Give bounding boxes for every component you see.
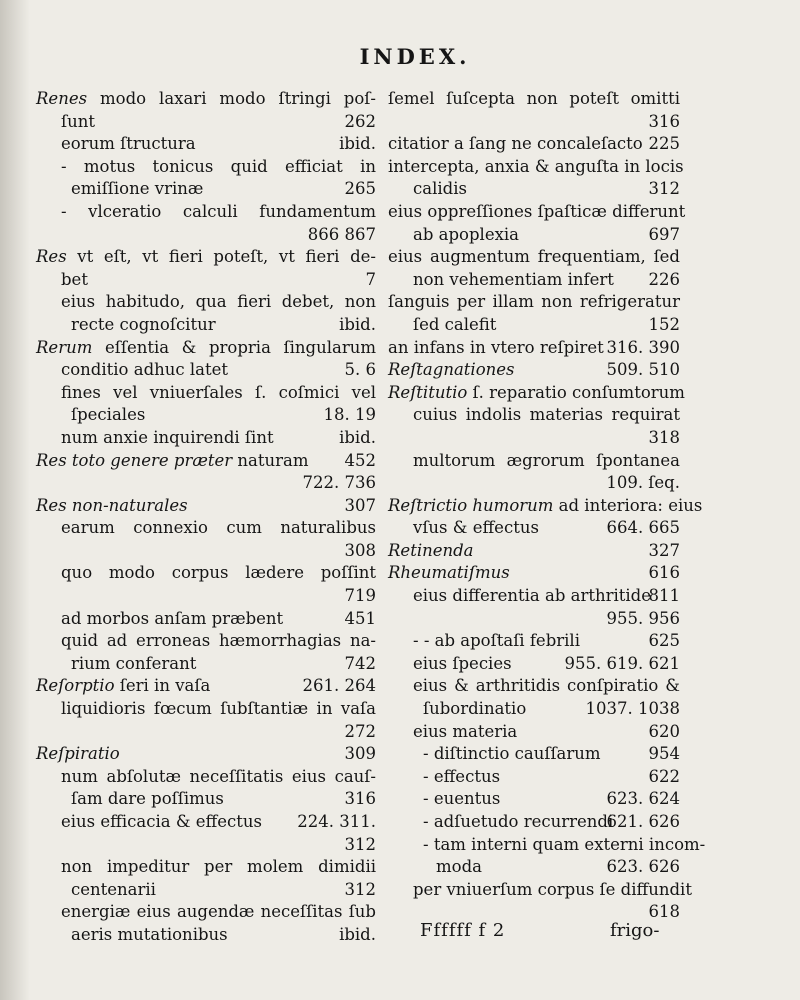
- entry-page-ref: 954: [648, 744, 680, 764]
- entry-text: ſunt: [61, 111, 95, 131]
- entry-page-ref: 224. 311.: [297, 812, 376, 831]
- entry-text: Reſtrictio humorum ad interiora: eius: [388, 495, 703, 515]
- index-column-left: [36, 88, 376, 947]
- index-entry: [36, 766, 376, 789]
- index-entry: [388, 879, 692, 902]
- entry-text: rium conferant: [71, 653, 197, 673]
- entry-page-ref: 811: [648, 586, 680, 606]
- entry-text: earum connexio cum naturalibus: [61, 518, 376, 538]
- index-entry: [388, 743, 680, 766]
- entry-text: eius materia: [413, 721, 518, 741]
- index-entry: [388, 675, 680, 698]
- entry-text: Reſtagnationes: [388, 360, 515, 380]
- entry-page-ref: 866 867: [307, 224, 376, 244]
- entry-text: ſemel ſuſcepta non poteſt omitti: [388, 89, 680, 108]
- entry-page-ref: 109. ſeq.: [606, 473, 680, 493]
- entry-text: intercepta, anxia & anguſta in locis: [388, 156, 684, 176]
- entry-text: eius efficacia & effectus: [61, 812, 262, 831]
- index-entry: [36, 924, 376, 947]
- entry-text: Retinenda: [388, 540, 474, 560]
- entry-page-ref: 327: [648, 540, 680, 560]
- entry-text: multorum ægrorum ſpontanea: [413, 450, 680, 470]
- signature-mark: Ffffff f 2: [420, 920, 506, 941]
- entry-page-ref: 318: [648, 427, 680, 447]
- entry-page-ref: 308: [344, 540, 376, 560]
- index-entry: [36, 337, 376, 360]
- index-entry: [36, 224, 376, 247]
- entry-text: an infans in vtero reſpiret: [388, 337, 604, 357]
- index-entry: [36, 788, 376, 811]
- entry-text: eius differentia ab arthritide: [413, 586, 652, 606]
- entry-text: aeris mutationibus: [71, 924, 228, 944]
- entry-text: energiæ eius augendæ neceſſitas ſub: [61, 902, 376, 922]
- index-entry: [388, 359, 680, 382]
- entry-text: Reſtitutio ſ. reparatio conſumtorum: [388, 382, 685, 402]
- index-entry: [36, 608, 376, 631]
- index-entry: [36, 517, 376, 540]
- index-entry: [388, 517, 680, 540]
- index-entry: [388, 585, 680, 608]
- entry-page-ref: 316: [344, 789, 376, 809]
- index-entry: [36, 540, 376, 563]
- index-entry: [388, 156, 684, 179]
- entry-page-ref: 316. 390: [606, 337, 680, 357]
- entry-text: bet: [61, 269, 88, 289]
- index-entry: [36, 269, 376, 292]
- entry-page-ref: 509. 510: [606, 360, 680, 380]
- entry-page-ref: 955. 956: [606, 608, 680, 628]
- entry-page-ref: 722. 736: [302, 473, 376, 493]
- index-entry: [388, 766, 680, 789]
- index-entry: [388, 246, 680, 269]
- entry-text: - euentus: [423, 789, 501, 809]
- entry-text: ſam dare poſſimus: [71, 789, 224, 809]
- index-entry: [36, 201, 376, 224]
- entry-page-ref: 309: [344, 744, 376, 764]
- entry-text: Reſorptio ſeri in vaſa: [36, 676, 211, 696]
- index-entry: [388, 562, 680, 585]
- index-entry: [388, 540, 680, 563]
- entry-page-ref: 616: [648, 563, 680, 583]
- entry-text: ſpeciales: [71, 405, 146, 425]
- entry-text: ab apoplexia: [413, 224, 520, 244]
- entry-page-ref: 719: [344, 586, 376, 606]
- entry-page-ref: 7: [365, 269, 376, 289]
- entry-text: eius & arthritidis conſpiratio &: [413, 676, 680, 696]
- entry-text: fines vel vniuerſales ſ. coſmici vel: [61, 382, 376, 402]
- entry-text: ſed calefit: [413, 314, 497, 334]
- entry-page-ref: ibid.: [339, 134, 376, 154]
- entry-text: quid ad erroneas hæmorrhagias na-: [61, 631, 376, 651]
- entry-text: Res toto genere præter naturam: [36, 450, 309, 470]
- entry-page-ref: 697: [648, 224, 680, 244]
- index-entry: [388, 698, 680, 721]
- index-entry: [388, 788, 680, 811]
- entry-text: eius ſpecies: [413, 653, 512, 673]
- entry-page-ref: 623. 624: [606, 789, 680, 809]
- entry-text: Res vt eſt, vt fieri poteſt, vt fieri de-: [36, 247, 376, 267]
- index-entry: [36, 359, 376, 382]
- entry-page-ref: 265: [344, 179, 376, 199]
- entry-text: Rerum eſſentia & propria ſingularum: [36, 337, 376, 357]
- entry-text: non impeditur per molem dimidii: [61, 857, 376, 877]
- entry-text: per vniuerſum corpus ſe diffundit: [413, 879, 692, 899]
- index-entry: [36, 404, 376, 427]
- index-entry: [388, 856, 680, 879]
- entry-text: calidis: [413, 179, 467, 199]
- entry-page-ref: 618: [648, 902, 680, 922]
- index-entry: [36, 382, 376, 405]
- entry-text: citatior a ſang ne concaleſacto: [388, 134, 643, 154]
- index-entry: [388, 337, 680, 360]
- index-entry: [388, 88, 680, 111]
- catchword: frigo-: [610, 920, 660, 941]
- entry-text: liquidioris fœcum ſubſtantiæ in vaſa: [61, 699, 376, 719]
- entry-text: - effectus: [423, 766, 501, 786]
- index-entry: [388, 450, 680, 473]
- entry-page-ref: 225: [648, 134, 680, 154]
- entry-page-ref: 316: [648, 111, 680, 131]
- entry-page-ref: 955. 619. 621: [564, 653, 680, 673]
- index-entry: [36, 675, 376, 698]
- entry-page-ref: 1037. 1038: [585, 699, 680, 719]
- entry-text: moda: [436, 857, 482, 877]
- entry-page-ref: 18. 19: [323, 405, 376, 425]
- entry-page-ref: 620: [648, 721, 680, 741]
- index-entry: [36, 291, 376, 314]
- index-entry: [36, 111, 376, 134]
- entry-page-ref: 452: [344, 450, 376, 470]
- index-entry: [36, 653, 376, 676]
- index-entry: [388, 608, 680, 631]
- index-entry: [388, 427, 680, 450]
- index-entry: [388, 314, 680, 337]
- entry-page-ref: 623. 626: [606, 857, 680, 877]
- entry-page-ref: 312: [344, 834, 376, 854]
- entry-text: Res non-naturales: [36, 495, 188, 515]
- index-entry: [388, 495, 703, 518]
- entry-text: eius augmentum frequentiam, ſed: [388, 247, 680, 267]
- entry-text: eius oppreſſiones ſpaſticæ differunt: [388, 201, 686, 221]
- entry-page-ref: 5. 6: [344, 360, 376, 380]
- entry-page-ref: ibid.: [339, 427, 376, 447]
- entry-text: recte cognoſcitur: [71, 314, 216, 334]
- entry-page-ref: 312: [648, 179, 680, 199]
- entry-page-ref: 261. 264: [302, 676, 376, 696]
- index-column-right: [388, 88, 706, 924]
- entry-page-ref: ibid.: [339, 924, 376, 944]
- index-entry: [388, 178, 680, 201]
- index-entry: [388, 721, 680, 744]
- index-entry: [388, 133, 680, 156]
- index-entry: [36, 743, 376, 766]
- entry-text: num abſolutæ neceſſitatis eius cauſ-: [61, 766, 376, 786]
- entry-page-ref: 622: [648, 766, 680, 786]
- index-entry: [388, 291, 680, 314]
- entry-page-ref: 621. 626: [606, 812, 680, 831]
- index-entry: [36, 879, 376, 902]
- index-entry: [388, 201, 686, 224]
- index-entry: [388, 269, 680, 292]
- index-entry: [388, 653, 680, 676]
- entry-page-ref: 312: [344, 879, 376, 899]
- index-entry: [36, 246, 376, 269]
- index-entry: [36, 156, 376, 179]
- entry-text: - motus tonicus quid efficiat in: [61, 156, 376, 176]
- entry-page-ref: 152: [648, 314, 680, 334]
- index-entry: [36, 901, 376, 924]
- entry-text: vſus & effectus: [413, 518, 539, 538]
- entry-page-ref: 451: [344, 608, 376, 628]
- index-entry: [388, 111, 680, 134]
- entry-text: ſanguis per illam non refrigeratur: [388, 292, 680, 312]
- entry-text: - vlceratio calculi fundamentum: [61, 201, 376, 221]
- entry-text: conditio adhuc latet: [61, 360, 229, 380]
- entry-page-ref: 307: [344, 495, 376, 515]
- index-entry: [36, 133, 376, 156]
- entry-text: centenarii: [71, 879, 156, 899]
- entry-text: - - ab apoſtaſi febrili: [413, 631, 580, 651]
- index-entry: [36, 630, 376, 653]
- entry-text: ſubordinatio: [423, 699, 527, 719]
- index-entry: [36, 450, 376, 473]
- entry-page-ref: 742: [344, 653, 376, 673]
- entry-text: eius habitudo, qua fieri debet, non: [61, 292, 376, 312]
- entry-text: quo modo corpus lædere poſſint: [61, 563, 376, 583]
- index-entry: [36, 721, 376, 744]
- index-entry: [36, 472, 376, 495]
- entry-text: Reſpiratio: [36, 744, 120, 764]
- entry-text: non vehementiam infert: [413, 269, 614, 289]
- page-title: INDEX.: [359, 44, 471, 69]
- entry-page-ref: 272: [344, 721, 376, 741]
- index-entry: [388, 404, 680, 427]
- index-entry: [36, 314, 376, 337]
- entry-text: eorum ſtructura: [61, 134, 196, 154]
- index-entry: [388, 834, 706, 857]
- index-entry: [36, 834, 376, 857]
- index-entry: [36, 427, 376, 450]
- index-entry: [388, 224, 680, 247]
- entry-page-ref: 262: [344, 111, 376, 131]
- index-entry: [36, 178, 376, 201]
- entry-page-ref: 226: [648, 269, 680, 289]
- entry-text: ad morbos anſam præbent: [61, 608, 284, 628]
- index-entry: [36, 562, 376, 585]
- entry-text: - diſtinctio cauſſarum: [423, 744, 601, 764]
- index-entry: [36, 856, 376, 879]
- index-entry: [388, 811, 680, 834]
- entry-text: Rheumatiſmus: [388, 563, 510, 583]
- entry-text: - tam interni quam externi incom-: [423, 834, 706, 854]
- entry-page-ref: ibid.: [339, 314, 376, 334]
- entry-text: - adſuetudo recurrendi: [423, 812, 614, 831]
- entry-text: Renes modo laxari modo ſtringi poſ-: [36, 89, 376, 108]
- index-entry: [388, 472, 680, 495]
- entry-text: cuius indolis materias requirat: [413, 405, 680, 425]
- entry-text: num anxie inquirendi ſint: [61, 427, 274, 447]
- entry-text: emiſſione vrinæ: [71, 179, 204, 199]
- entry-page-ref: 664. 665: [606, 518, 680, 538]
- index-entry: [36, 585, 376, 608]
- index-entry: [36, 88, 376, 111]
- index-entry: [36, 811, 376, 834]
- index-entry: [388, 382, 685, 405]
- index-entry: [36, 698, 376, 721]
- entry-page-ref: 625: [648, 631, 680, 651]
- index-entry: [388, 630, 680, 653]
- index-entry: [36, 495, 376, 518]
